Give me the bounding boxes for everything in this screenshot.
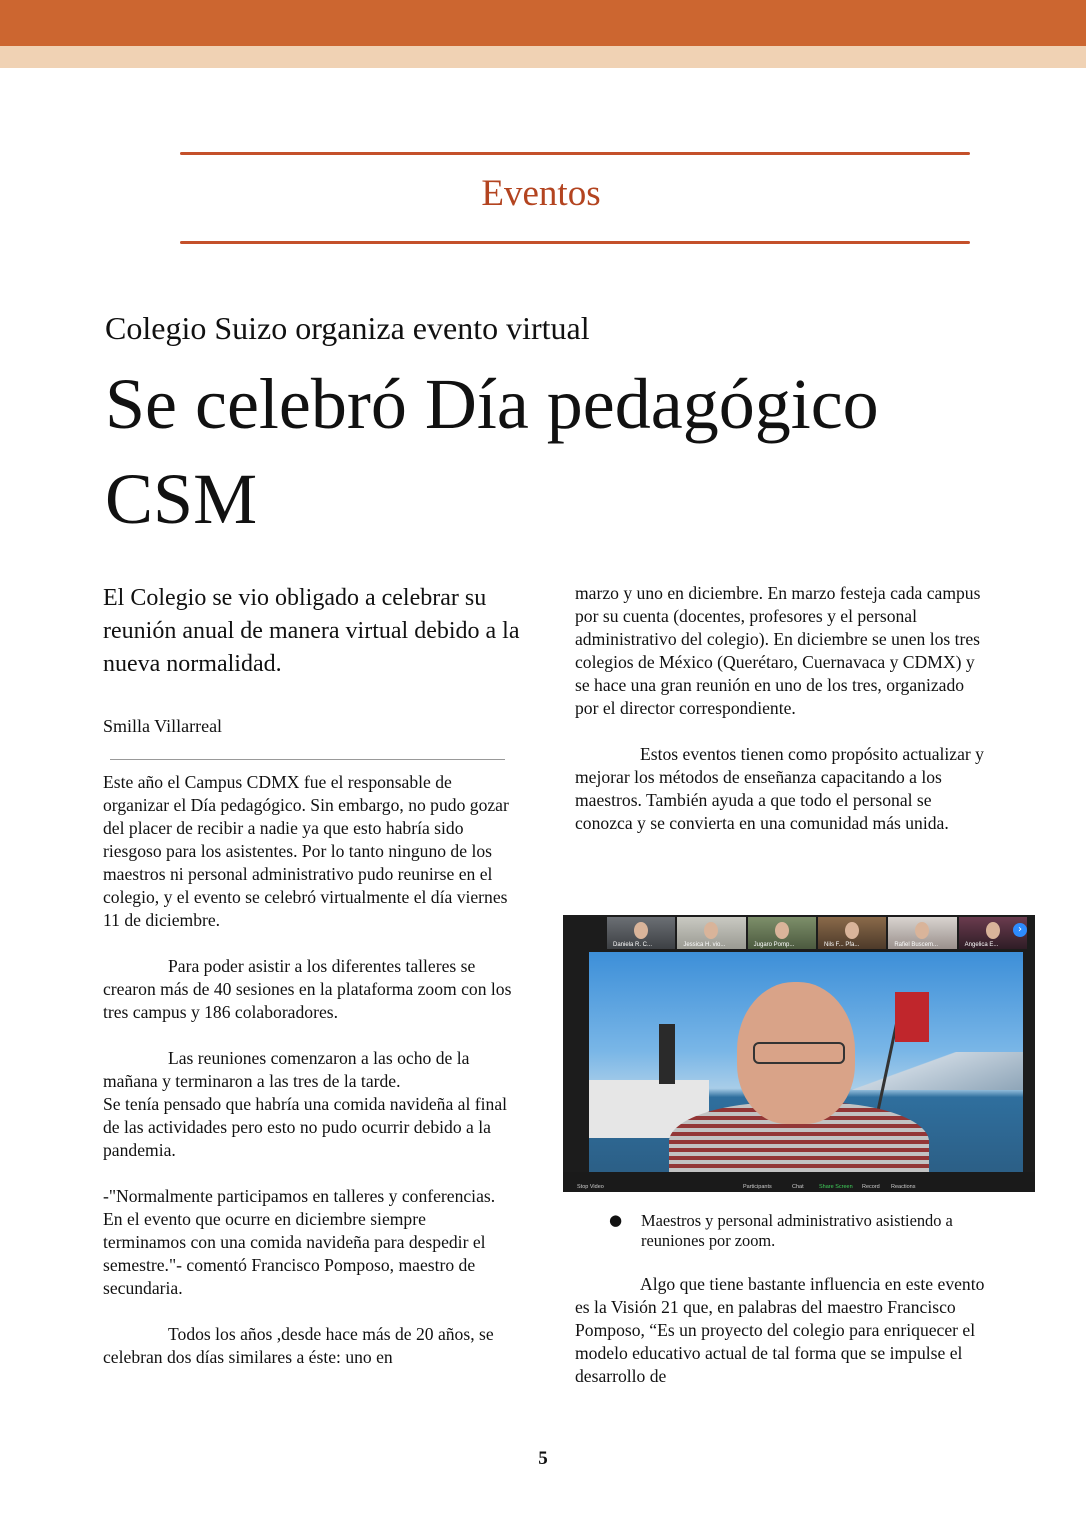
swiss-flag [895,992,929,1042]
speaker-glasses [753,1042,845,1064]
stop-video-label: Stop Video [577,1184,604,1190]
mountains-background [839,1052,1023,1090]
article-byline: Smilla Villarreal [103,716,223,736]
article-lead: El Colegio se vio obligado a celebrar su reunión anual de manera virtual debido a la nueva normalidad. [103,585,520,677]
paragraph-1: Este año el Campus CDMX fue el responsable de organizar el Día pedagógico. Sin embargo, no pudo gozar del placer de recibir a nadie ya que esto habría sido riesgoso para los asistentes. Por lo tanto ninguno de los maestros ni personal administrativo pudo reunirse en el colegio, y el evento se celebró virtualmente el día viernes 11 de diciembre. [103,772,509,930]
section-rule-bottom [180,241,970,244]
section-rule-top [180,152,970,155]
paragraph-3: Las reuniones comenzaron a las ocho de la mañana y terminaron a las tres de la tarde. [103,1048,470,1091]
paragraph-6: Todos los años ,desde hace más de 20 años, se celebran dos días similares a éste: uno en [103,1324,494,1367]
paragraph-6-continued: marzo y uno en diciembre. En marzo festeja cada campus por su cuenta (docentes, profesores y el personal administrativo del colegio). En diciembre se unen los tres colegios de México (Querétaro, Cuernavaca y CDMX) y se hace una gran reunión en uno de los tres, organizado por el director correspondiente. [575,583,981,718]
participant-thumb: Jessica H. vio... [677,917,745,949]
article-headline [105,357,985,547]
article-column-left [103,771,513,1369]
participant-strip [607,917,1027,949]
zoom-meeting-photo [563,915,1035,1192]
byline-divider [110,759,505,760]
participant-thumb: Nils F... Pfa... [818,917,886,949]
participant-thumb: Angelica E... [959,917,1027,949]
article-column-right [575,582,985,835]
page-number: 5 [538,1448,548,1469]
chat-label: Chat [792,1184,804,1190]
article-column-right-continued [575,1273,985,1388]
reactions-label: Reactions [891,1184,916,1190]
record-label: Record [862,1184,880,1190]
bullet-icon: ● [609,1211,623,1229]
article-kicker: Colegio Suizo organiza evento virtual [105,310,590,346]
paragraph-4: Se tenía pensado que habría una comida navideña al final de las actividades pero esto no pudo ocurrir debido a la pandemia. [103,1094,508,1160]
paragraph-8: Algo que tiene bastante influencia en este evento es la Visión 21 que, en palabras del maestro Francisco Pomposo, “Es un proyecto del colegio para enriquecer el modelo educativo actual de tal forma que se impulse el desarrollo de [575,1274,985,1386]
headline-line-2: CSM [105,459,258,539]
share-screen-label: Share Screen [819,1184,853,1190]
ship-smokestack [659,1024,675,1084]
top-color-band [0,0,1086,46]
paragraph-7: Estos eventos tienen como propósito actualizar y mejorar los métodos de enseñanza capacitando a los maestros. También ayuda a que todo el personal se conozca y se convierta en una comunidad más unida. [575,744,984,833]
participant-thumb: Jugaro Pomp... [748,917,816,949]
zoom-control-bar [563,1172,1035,1192]
sub-color-band [0,46,1086,68]
headline-line-1: Se celebró Día pedagógico [105,364,879,444]
participants-label: Participants [743,1184,772,1190]
speaker-video [589,952,1023,1172]
paragraph-2: Para poder asistir a los diferentes talleres se crearon más de 40 sesiones en la plataforma zoom con los tres campus y 186 colaboradores. [103,956,512,1022]
chevron-right-icon: › [1013,923,1027,937]
paragraph-5-quote: -"Normalmente participamos en talleres y conferencias. En el evento que ocurre en diciembre siempre terminamos con una comida navideña para despedir el semestre."- comentó Francisco Pomposo, maestro de secundaria. [103,1186,496,1298]
participant-thumb: Rafiel Buscem... [888,917,956,949]
photo-caption-text: Maestros y personal administrativo asistiendo a reuniones por zoom. [641,1211,953,1250]
section-title: Eventos [481,173,601,214]
participant-thumb: Daniela R. C... [607,917,675,949]
